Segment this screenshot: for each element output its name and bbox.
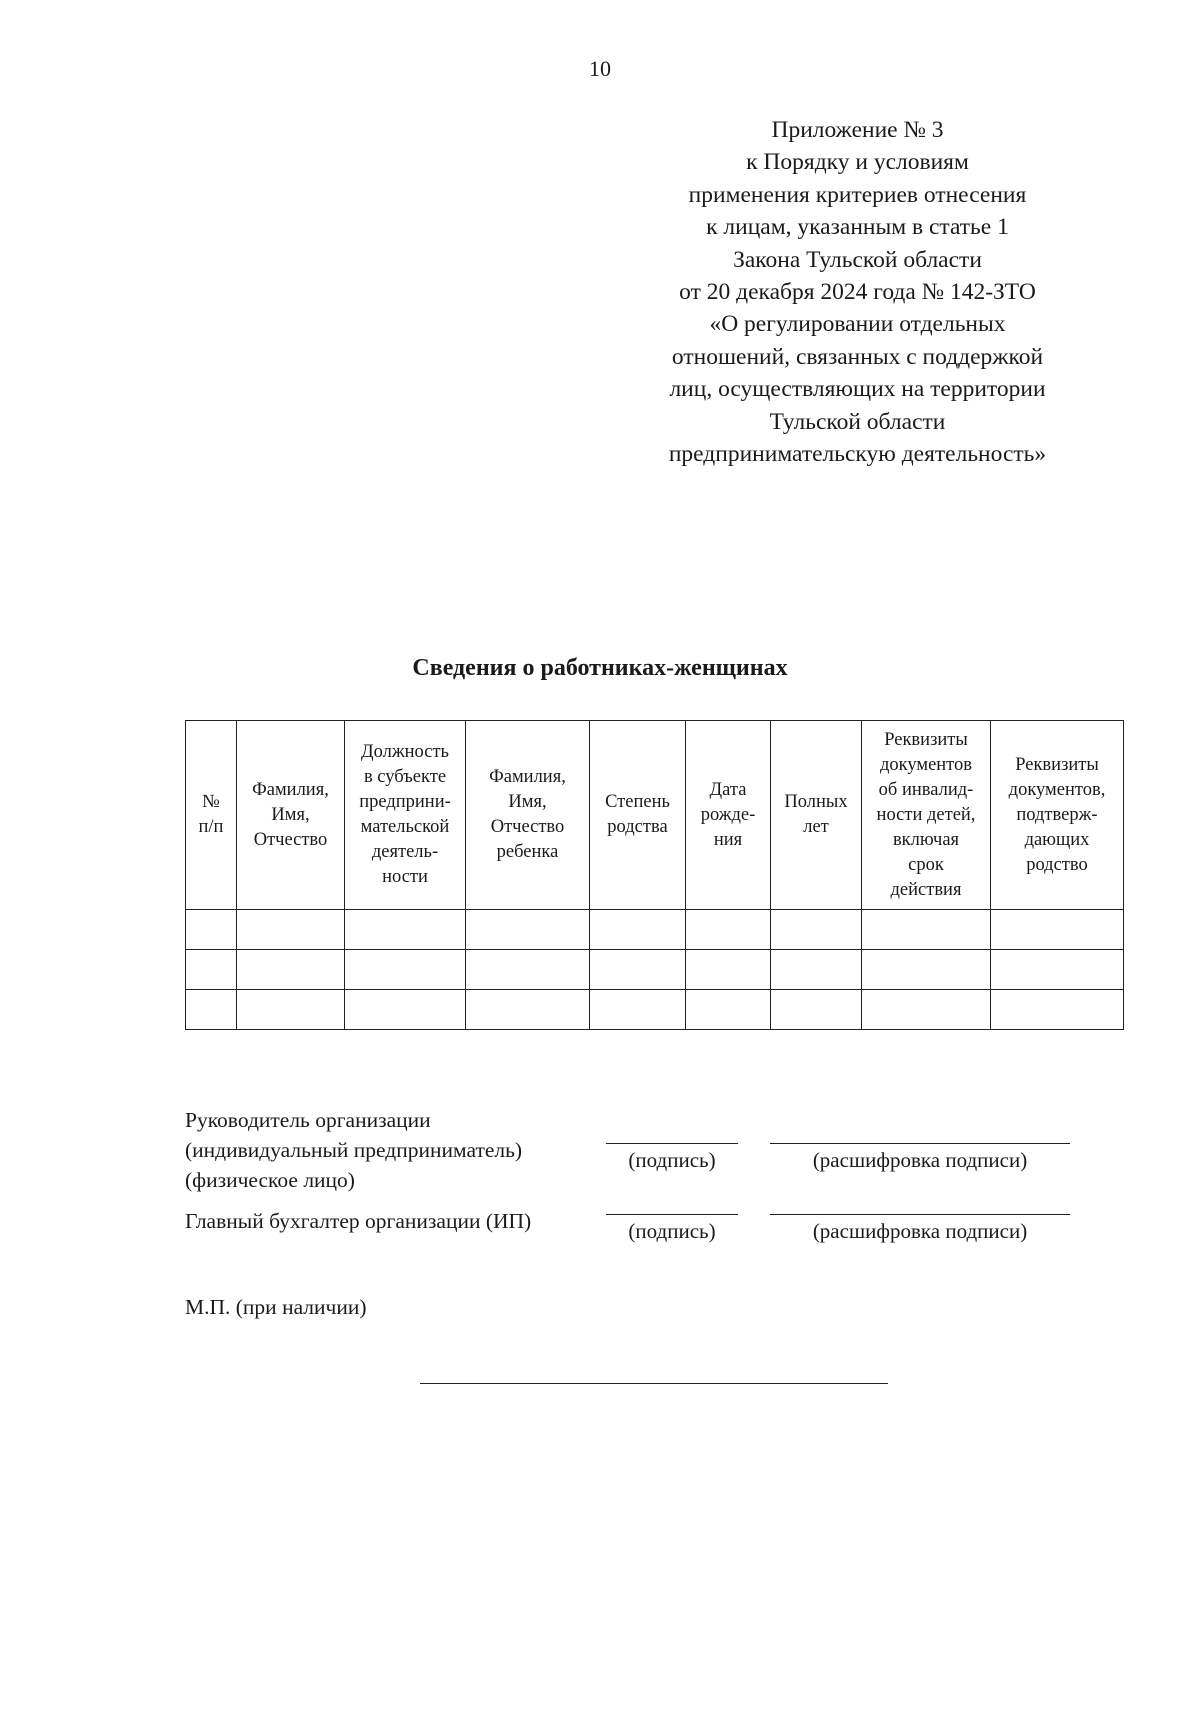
table-cell	[862, 910, 991, 950]
closing-divider	[420, 1383, 888, 1384]
annex-line: лиц, осуществляющих на территории	[669, 376, 1046, 403]
table-cell	[686, 990, 771, 1030]
table-cell	[237, 990, 345, 1030]
head-signature-label	[185, 1105, 522, 1195]
header-cell-disability-docs: Реквизиты документов об инвалид- ности детей, включая срок действия	[862, 721, 991, 910]
table-cell	[345, 910, 466, 950]
table-cell	[686, 910, 771, 950]
table-cell	[345, 990, 466, 1030]
table-cell	[237, 910, 345, 950]
table-cell	[991, 990, 1124, 1030]
header-cell-kinship-docs: Реквизиты документов, подтверж- дающих родство	[991, 721, 1124, 910]
table-header-row	[186, 721, 1124, 910]
table-row	[186, 990, 1124, 1030]
table-row	[186, 950, 1124, 990]
header-cell-position: Должность в субъекте предприни- мательской деятель- ности	[345, 721, 466, 910]
annex-line: отношений, связанных с поддержкой	[671, 343, 1044, 370]
table-cell	[686, 950, 771, 990]
annex-line: к лицам, указанным в статье 1	[706, 214, 1009, 241]
head-signature-line	[606, 1143, 738, 1144]
stamp-label: М.П. (при наличии)	[185, 1295, 367, 1319]
annex-line: предпринимательскую деятельность»	[668, 441, 1047, 468]
header-cell-full-name: Фамилия, Имя, Отчество	[237, 721, 345, 910]
table-cell	[771, 990, 862, 1030]
annex-line: применения критериев отнесения	[688, 181, 1027, 208]
table-row	[186, 910, 1124, 950]
annex-line: Закона Тульской области	[733, 246, 982, 273]
table-cell	[466, 950, 590, 990]
annex-line: от 20 декабря 2024 года № 142-ЗТО	[679, 279, 1036, 306]
header-cell-number: № п/п	[186, 721, 237, 910]
header-cell-kinship: Степень родства	[590, 721, 686, 910]
table-cell	[466, 990, 590, 1030]
table-cell	[186, 910, 237, 950]
accountant-signature-line	[606, 1214, 738, 1215]
annex-header	[615, 114, 1100, 470]
annex-line: к Порядку и условиям	[746, 149, 969, 176]
header-cell-age: Полных лет	[771, 721, 862, 910]
table-cell	[771, 950, 862, 990]
document-title: Сведения о работниках-женщинах	[412, 655, 788, 681]
table-cell	[771, 910, 862, 950]
accountant-decoding-caption: (расшифровка подписи)	[812, 1219, 1028, 1243]
accountant-signature-caption: (подпись)	[628, 1219, 716, 1243]
table-cell	[590, 990, 686, 1030]
annex-line: Тульской области	[769, 408, 946, 435]
accountant-signature-label: Главный бухгалтер организации (ИП)	[185, 1209, 532, 1233]
head-label-line: (физическое лицо)	[185, 1168, 355, 1192]
table-cell	[862, 990, 991, 1030]
table-cell	[186, 990, 237, 1030]
page-number: 10	[589, 56, 611, 81]
accountant-decoding-line	[770, 1214, 1070, 1215]
table-cell	[991, 950, 1124, 990]
header-cell-child-name: Фамилия, Имя, Отчество ребенка	[466, 721, 590, 910]
employees-table	[185, 720, 1124, 1030]
table-cell	[466, 910, 590, 950]
table-cell	[991, 910, 1124, 950]
annex-line: Приложение № 3	[771, 117, 944, 143]
header-cell-birth-date: Дата рожде- ния	[686, 721, 771, 910]
head-decoding-line	[770, 1143, 1070, 1144]
head-signature-caption: (подпись)	[628, 1148, 716, 1172]
table-cell	[186, 950, 237, 990]
head-decoding-caption: (расшифровка подписи)	[812, 1148, 1028, 1172]
table-cell	[237, 950, 345, 990]
head-label-line: Руководитель организации	[185, 1108, 431, 1132]
table-cell	[590, 910, 686, 950]
head-label-line: (индивидуальный предприниматель)	[185, 1138, 523, 1162]
table-cell	[862, 950, 991, 990]
annex-line: «О регулировании отдельных	[709, 311, 1006, 338]
table-cell	[590, 950, 686, 990]
table-cell	[345, 950, 466, 990]
